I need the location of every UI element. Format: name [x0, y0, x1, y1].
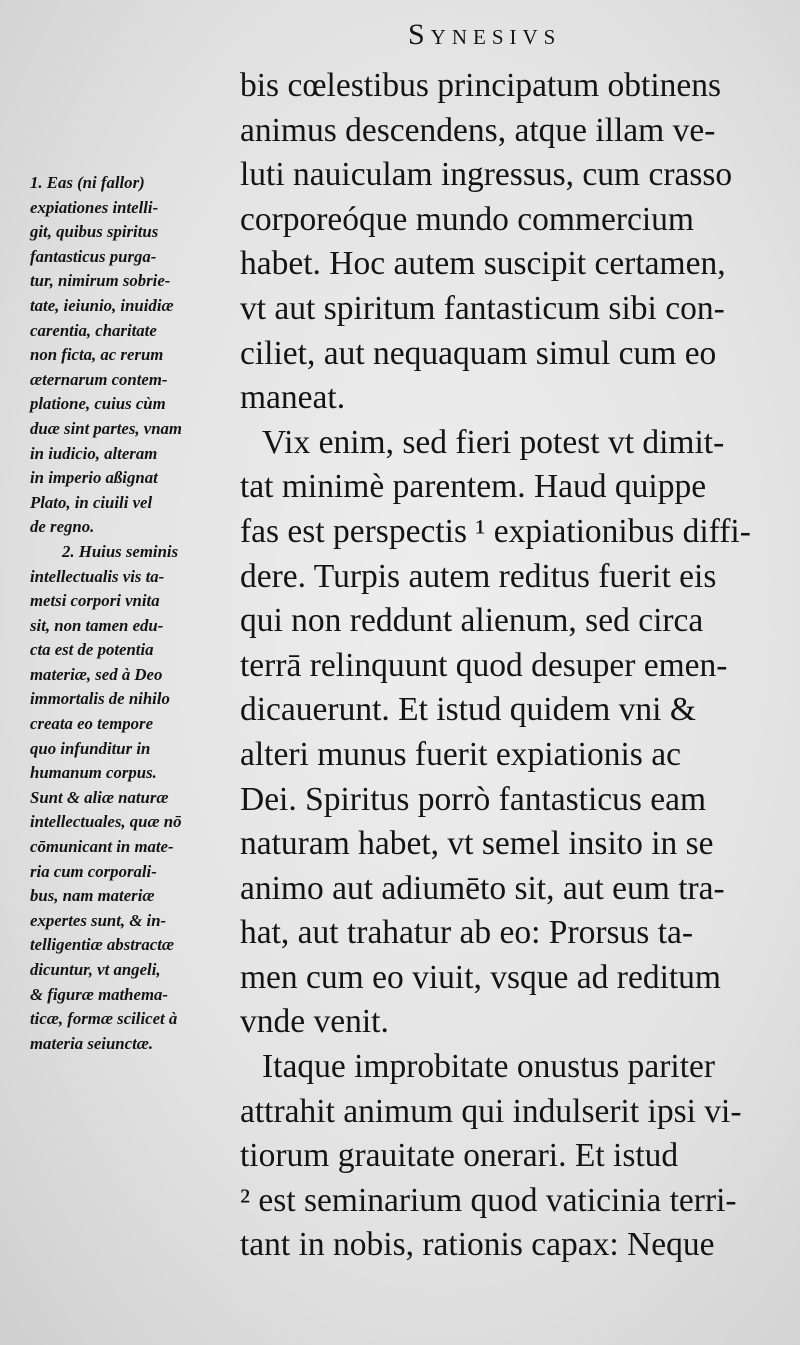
margin-note-line: 2. Huius seminis: [62, 541, 179, 561]
margin-note-line: duæ sint partes, vnam: [30, 418, 182, 438]
text-line: ² est seminarium quod vaticinia terri-: [240, 1181, 737, 1219]
margin-note-line: telligentiæ abstractæ: [30, 935, 175, 955]
text-line: bis cœlestibus principatum obtinens: [240, 67, 722, 104]
margin-note-line: cōmunicant in mate-: [30, 837, 174, 857]
margin-note-line: git, quibus spiritus: [30, 222, 159, 242]
margin-note-line: tur, nimirum sobrie-: [30, 271, 171, 291]
text-line: luti nauiculam ingressus, cum crasso: [240, 156, 733, 194]
margin-note-line: immortalis de nihilo: [30, 689, 170, 709]
text-line: Vix enim, sed fieri potest vt dimit-: [262, 423, 725, 461]
text-line: animus descendens, atque illam ve-: [240, 111, 716, 149]
text-line: Dei. Spiritus porrò fantasticus eam: [240, 780, 707, 818]
margin-note-line: ticæ, formæ scilicet à: [30, 1009, 178, 1029]
text-line: attrahit animum qui indulserit ipsi vi-: [240, 1092, 742, 1130]
text-line: alteri munus fuerit expiationis ac: [240, 735, 681, 773]
main-text-block: [240, 64, 770, 1268]
margin-note-line: materia seiunctæ.: [30, 1033, 154, 1053]
margin-note-line: materiæ, sed à Deo: [30, 664, 163, 684]
margin-note-line: & figuræ mathema-: [30, 984, 168, 1004]
margin-note-line: cta est de potentia: [30, 640, 154, 660]
text-line: tiorum grauitate onerari. Et istud: [240, 1137, 679, 1175]
margin-note-line: ria cum corporali-: [30, 861, 157, 881]
margin-note-line: æternarum contem-: [30, 369, 168, 389]
margin-note-line: intellectuales, quæ nō: [30, 812, 182, 832]
text-line: habet. Hoc autem suscipit certamen,: [240, 245, 726, 283]
margin-note-line: dicuntur, vt angeli,: [30, 960, 161, 979]
margin-note-line: metsi corpori vnita: [30, 591, 160, 611]
margin-note-line: sit, non tamen edu-: [30, 615, 164, 635]
margin-note-line: 1. Eas (ni fallor): [30, 173, 145, 192]
margin-note-line: Plato, in ciuili vel: [30, 492, 153, 512]
margin-note-line: de regno.: [30, 517, 95, 537]
text-line: tat minimè parentem. Haud quippe: [240, 468, 707, 506]
margin-note-line: in iudicio, alteram: [30, 443, 158, 463]
text-line: animo aut adiumēto sit, aut eum tra-: [240, 869, 725, 907]
text-line: vnde venit.: [240, 1003, 389, 1041]
text-line: dicauerunt. Et istud quidem vni &: [240, 691, 696, 729]
margin-notes: [30, 171, 240, 1056]
running-title: Synesivs: [408, 18, 562, 51]
text-line: hat, aut trahatur ab eo: Prorsus ta-: [240, 914, 694, 952]
margin-note-line: quo infunditur in: [30, 738, 151, 758]
margin-note-line: expertes sunt, & in-: [30, 910, 167, 930]
margin-note-line: bus, nam materiæ: [30, 886, 155, 906]
text-line: fas est perspectis ¹ expiationibus diffi-: [240, 512, 751, 550]
text-line: corporeóque mundo commercium: [240, 200, 694, 238]
text-line: terrā relinquunt quod desuper emen-: [240, 646, 728, 684]
text-line: tant in nobis, rationis capax: Neque: [240, 1226, 715, 1264]
text-line: Itaque improbitate onustus pariter: [262, 1048, 716, 1086]
text-line: dere. Turpis autem reditus fuerit eis: [240, 557, 717, 595]
text-line: men cum eo viuit, vsque ad reditum: [240, 958, 721, 996]
margin-note-line: humanum corpus.: [30, 763, 157, 783]
margin-note-line: carentia, charitate: [30, 320, 157, 340]
margin-note-line: in imperio aßignat: [30, 468, 158, 488]
text-line: ciliet, aut nequaquam simul cum eo: [240, 334, 717, 372]
margin-note-line: Sunt & aliæ naturæ: [30, 787, 169, 807]
margin-note-line: non ficta, ac rerum: [30, 345, 164, 365]
margin-note-line: platione, cuius cùm: [30, 394, 166, 414]
margin-note-line: expiationes intelli-: [30, 197, 159, 217]
margin-note-line: creata eo tempore: [30, 714, 154, 734]
margin-note-line: tate, ieiunio, inuidiæ: [30, 295, 174, 315]
margin-note-line: fantasticus purga-: [30, 246, 157, 266]
margin-note-line: intellectualis vis ta-: [30, 566, 165, 586]
text-line: maneat.: [240, 379, 346, 417]
text-line: qui non reddunt alienum, sed circa: [240, 602, 704, 640]
text-line: naturam habet, vt semel insito in se: [240, 825, 714, 863]
text-line: vt aut spiritum fantasticum sibi con-: [240, 289, 725, 327]
